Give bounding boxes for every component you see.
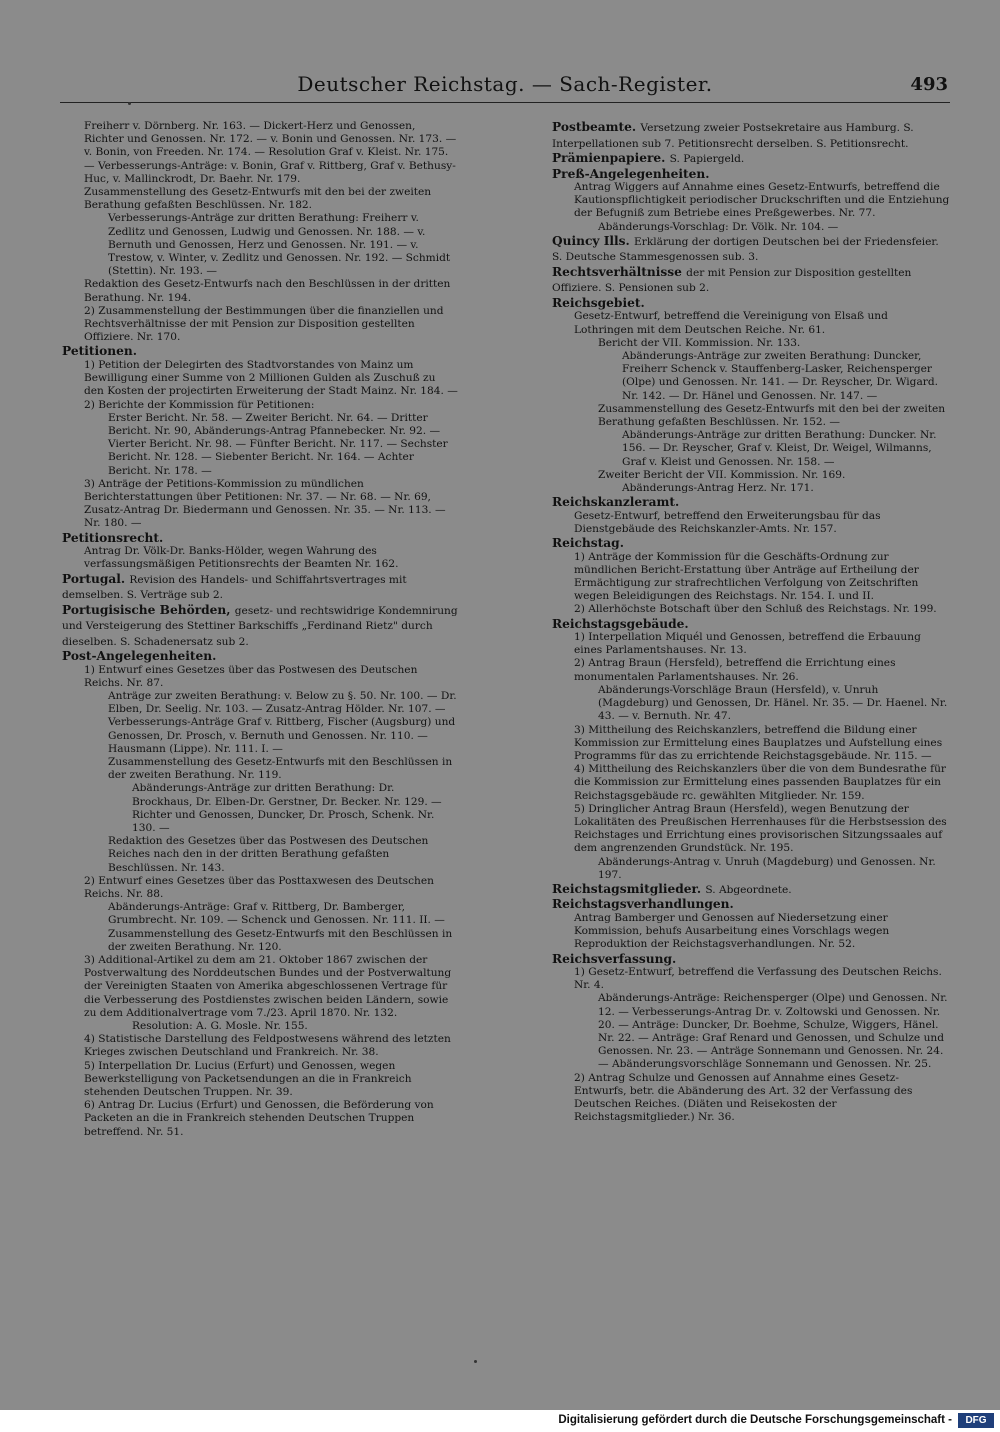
digitization-footer [0,1410,1000,1432]
index-entry: 2) Antrag Braun (Hersfeld), betreffend die Errichtung eines monumentalen Parlamentshauses. Nr. 26. [574,657,896,683]
index-entry: Abänderungs-Anträge: Graf v. Rittberg, Dr. Bamberger, Grumbrecht. Nr. 109. — Schenck und Genossen. Nr. 111. II. — [108,901,445,927]
page-header [60,68,950,103]
footer-credit: Digitalisierung gefördert durch die Deutsche Forschungsgemeinschaft - [558,1414,952,1426]
index-heading-term: Reichstagsgebäude. [552,616,689,631]
index-entry: 5) Interpellation Dr. Lucius (Erfurt) und Genossen, wegen Bewerkstelligung von Packetsendungen an die in Frankreich stehenden Deutschen Truppen. Nr. 39. [84,1059,412,1098]
index-entry: 3) Mittheilung des Reichskanzlers, betreffend die Bildung einer Kommission zur Ermittelung eines Bauplatzes und Aufstellung eines Programms für das zu errichtende Reichstagsgebäude. Nr. 115. — [574,723,943,762]
index-entry: Zusammenstellung des Gesetz-Entwurfs mit den Beschlüssen in der zweiten Berathung. Nr. 119. [108,755,453,782]
index-heading-term: Reichsverfassung. [552,951,677,966]
index-heading [62,344,458,359]
index-entry: Abänderungs-Antrag Herz. Nr. 171. [622,481,814,494]
index-entry: 5) Dringlicher Antrag Braun (Hersfeld), wegen Benutzung der Lokalitäten des Preußischen Herrenhauses für die Herbstsession des Reichstages und Errichtung eines provisorischen Sitzungssaales auf dem angrenzenden Grundstück. Nr. 195. [574,802,947,855]
index-heading-term: Petitionsrecht. [62,530,164,545]
index-heading [552,234,950,265]
index-entry: 1) Anträge der Kommission für die Geschäfts-Ordnung zur mündlichen Bericht-Erstattung über Anträge auf Ertheilung der Ermächtigung zur strafrechtlichen Verfolgung von Zeitschriften wegen Beleidigungen des Reichstags. Nr. 154. I. und II. [574,550,919,603]
index-heading-term: Prämienpapiere. [552,151,666,165]
index-entry: Anträge zur zweiten Berathung: v. Below zu §. 50. Nr. 100. — Dr. Elben, Dr. Seelig. Nr. 103. — Zusatz-Antrag Hölder. Nr. 107. — Verbesserungs-Anträge Graf v. Rittberg, Fischer (Augsburg) und Genossen, Dr. Prosch, v. Bernuth und Genossen. Nr. 110. — Hausmann (Lippe). Nr. 111. I. — [108,689,457,755]
index-heading-term: Reichstagsmitglieder. [552,881,702,896]
index-entry: Abänderungs-Vorschläge Braun (Hersfeld), v. Unruh (Magdeburg) und Genossen, Dr. Hänel. Nr. 35. — Dr. Haenel. Nr. 43. — v. Bernuth. Nr. 47. [598,683,948,723]
index-entry: 1) Entwurf eines Gesetzes über das Postwesen des Deutschen Reichs. Nr. 87. [84,663,418,689]
index-entry: 1) Interpellation Miquél und Genossen, betreffend die Erbauung eines Parlamentshauses. Nr. 13. [574,631,921,657]
index-heading-term: Portugisische Behörden, [62,602,231,617]
index-entry: 1) Petition der Delegirten des Stadtvorstandes von Mainz um Bewilligung einer Summe von 2 Millionen Gulden als Zuschuß zu den Kosten der projectirten Erweiterung der Stadt Mainz. Nr. 184. — [84,358,458,398]
index-heading [552,882,950,898]
index-entry: Redaktion des Gesetzes über das Postwesen des Deutschen Reiches nach den in der dritten Berathung gefaßten Beschlüssen. Nr. 143. [108,835,429,874]
page-title: Deutscher Reichstag. — Sach-Register. [297,72,713,96]
index-entry: Antrag Wiggers auf Annahme eines Gesetz-Entwurfs, betreffend die Kautionspflichtigkeit periodischer Druckschriften und die Entziehung der Befugniß zum Betriebe eines Preßgewerbes. Nr. 77. [574,181,950,220]
scan-speck [128,102,131,105]
index-entry: 2) Allerhöchste Botschaft über den Schluß des Reichstags. Nr. 199. [574,603,937,616]
index-entry: 4) Mittheilung des Reichskanzlers über die von dem Bundesrathe für die Kommission zur Ermittelung eines passenden Bauplatzes für ein Reichstagsgebäude rc. gewählten Mitglieder. Nr. 159. [574,763,946,802]
index-heading-term: Preß-Angelegenheiten. [552,166,710,181]
index-entry: 4) Statistische Darstellung des Feldpostwesens während des letzten Krieges zwischen Deutschland und Frankreich. Nr. 38. [84,1033,451,1059]
index-heading-term: Reichsgebiet. [552,295,645,310]
scan-speck [474,1360,477,1363]
index-heading [552,536,950,551]
left-column [62,120,458,1392]
index-entry: Resolution: A. G. Mosle. Nr. 155. [132,1019,308,1032]
index-entry: 6) Antrag Dr. Lucius (Erfurt) und Genossen, die Beförderung von Packeten an die in Frankreich stehenden Deutschen Truppen betreffend. Nr. 51. [84,1099,434,1138]
index-entry: 2) Antrag Schulze und Genossen auf Annahme eines Gesetz-Entwurfs, betr. die Abänderung des Art. 32 der Verfassung des Deutschen Reiches. (Diäten und Reisekosten der Reichstagsmitglieder.) Nr. 36. [574,1071,913,1124]
index-entry: Verbesserungs-Anträge zur dritten Berathung: Freiherr v. Zedlitz und Genossen, Ludwig und Genossen. Nr. 188. — v. Bernuth und Genossen, Herz und Genossen. Nr. 191. — v. Trestow, v. Winter, v. Zedlitz und Genossen. Nr. 192. — Schmidt (Stettin). Nr. 193. — [108,212,451,278]
index-entry: Bericht der VII. Kommission. Nr. 133. [598,336,801,349]
index-heading [552,952,950,967]
index-heading-term: Post-Angelegenheiten. [62,649,217,663]
index-entry: 2) Berichte der Kommission für Petitionen: [84,398,315,411]
index-entry: 2) Zusammenstellung der Bestimmungen über die finanziellen und Rechtsverhältnisse der mit Pension zur Disposition gestellten Offiziere. Nr. 170. [84,304,444,344]
index-heading [552,296,950,311]
index-heading [62,531,458,546]
index-entry: Gesetz-Entwurf, betreffend den Erweiterungsbau für das Dienstgebäude des Reichskanzler-Amts. Nr. 157. [574,509,881,535]
page-number: 493 [910,74,948,95]
index-heading [552,151,950,167]
dfg-logo-icon: DFG [958,1413,994,1428]
index-heading-term: Petitionen. [62,344,137,359]
index-entry: Erster Bericht. Nr. 58. — Zweiter Bericht. Nr. 64. — Dritter Bericht. Nr. 90, Abänderungs-Antrag Pfannebecker. Nr. 92. — Vierter Bericht. Nr. 98. — Fünfter Bericht. Nr. 117. — Sechster Bericht. Nr. 128. — Siebenter Bericht. Nr. 164. — Achter Bericht. Nr. 178. — [108,411,448,477]
index-entry: Antrag Dr. Völk-Dr. Banks-Hölder, wegen Wahrung des verfassungsmäßigen Petitionsrechts der Beamten Nr. 162. [84,545,399,571]
index-entry: 3) Anträge der Petitions-Kommission zu mündlichen Berichterstattungen über Petitionen: Nr. 37. — Nr. 68. — Nr. 69, Zusatz-Antrag Dr. Biedermann und Genossen. Nr. 35. — Nr. 113. — Nr. 180. — [84,477,446,530]
index-entry: 1) Gesetz-Entwurf, betreffend die Verfassung des Deutschen Reichs. Nr. 4. [574,966,942,992]
index-entry: Abänderungs-Vorschlag: Dr. Völk. Nr. 104. — [598,220,839,233]
index-heading [552,495,950,510]
index-heading-text: Erklärung der dortigen Deutschen bei der Friedensfeier. S. Deutsche Stammesgenossen sub. 3. [552,235,939,264]
index-entry: Abänderungs-Anträge zur zweiten Berathung: Duncker, Freiherr Schenck v. Stauffenberg-Lasker, Reichensperger (Olpe) und Genossen. Nr. 141. — Dr. Reyscher, Dr. Wigard. Nr. 142. — Dr. Hänel und Genossen. Nr. 147. — [622,349,938,402]
index-heading [552,167,950,182]
index-entry: Abänderungs-Anträge zur dritten Berathung: Dr. Brockhaus, Dr. Elben-Dr. Gerstner, Dr. Becker. Nr. 129. — Richter und Genossen, Duncker, Dr. Prosch, Schenk. Nr. 130. — [132,782,442,834]
index-heading-text: S. Abgeordnete. [705,883,792,896]
index-heading-text: Versetzung zweier Postsekretaire aus Hamburg. S. Interpellationen sub 7. Petitionsrecht derselben. S. Petitionsrecht. [552,122,914,150]
index-entry: Zusammenstellung des Gesetz-Entwurfs mit den bei der zweiten Berathung gefaßten Beschlüssen. Nr. 152. — [598,402,946,428]
index-heading-term: Reichskanzleramt. [552,495,680,510]
index-entry: Zusammenstellung des Gesetz-Entwurfs mit den Beschlüssen in der zweiten Berathung. Nr. 120. [108,927,453,953]
index-heading-text: der mit Pension zur Disposition gestellten Offiziere. S. Pensionen sub 2. [552,266,912,295]
index-heading-term: Portugal. [62,571,126,586]
index-heading [552,120,950,151]
column-divider [510,118,511,1388]
index-entry: Abänderungs-Antrag v. Unruh (Magdeburg) und Genossen. Nr. 197. [598,855,936,881]
index-heading [62,572,458,603]
index-entry: Redaktion des Gesetz-Entwurfs nach den Beschlüssen in der dritten Berathung. Nr. 194. [84,278,451,304]
index-heading-term: Quincy Ills. [552,233,630,248]
index-entry: Zusammenstellung des Gesetz-Entwurfs mit den bei der zweiten Berathung gefaßten Beschlüssen. Nr. 182. [84,186,432,212]
index-heading-term: Reichstagsverhandlungen. [552,897,734,912]
index-entry: 3) Additional-Artikel zu dem am 21. Oktober 1867 zwischen der Postverwaltung des Norddeutschen Bundes und der Postverwaltung der Vereinigten Staaten von Amerika abgeschlossenen Vertrage für die Verbesserung des Postdienstes zwischen beiden Ländern, sowie zu dem Additionalvertrage vom 7./23. April 1870. Nr. 132. [84,953,452,1019]
index-heading-term: Rechtsverhältnisse [552,264,682,279]
index-entry: Gesetz-Entwurf, betreffend die Vereinigung von Elsaß und Lothringen mit dem Deutschen Reiche. Nr. 61. [574,310,888,336]
index-entry: Abänderungs-Anträge zur dritten Berathung: Duncker. Nr. 156. — Dr. Reyscher, Graf v. Kleist, Dr. Weigel, Wilmanns, Graf v. Kleist und Genossen. Nr. 158. — [622,429,937,468]
index-heading-text: S. Papiergeld. [669,153,745,165]
index-entry: Zweiter Bericht der VII. Kommission. Nr. 169. [598,468,846,481]
index-entry: Antrag Bamberger und Genossen auf Niedersetzung einer Kommission, behufs Ausarbeitung eines Vorschlags wegen Reproduktion der Reichstagsverhandlungen. Nr. 52. [574,911,890,951]
index-heading-text: gesetz- und rechtswidrige Kondemnirung und Versteigerung des Stettiner Barkschiffs „Ferdinand Rietz" durch dieselben. S. Schadenersatz sub 2. [62,604,458,648]
index-heading-text: Revision des Handels- und Schiffahrtsvertrages mit demselben. S. Verträge sub 2. [62,573,407,601]
index-heading [552,617,950,632]
index-heading-term: Postbeamte. [552,120,637,134]
index-entry: Abänderungs-Anträge: Reichensperger (Olpe) und Genossen. Nr. 12. — Verbesserungs-Antrag Dr. v. Zoltowski und Genossen. Nr. 20. — Anträge: Duncker, Dr. Boehme, Schulze, Wiggers, Hänel. Nr. 22. — Anträge: Graf Renard und Genossen, und Schulze und Genossen. Nr. 23. — Anträge Sonnemann und Genossen. Nr. 24. — Abänderungsvorschläge Sonnemann und Genossen. Nr. 25. [598,992,948,1071]
index-heading [552,265,950,296]
right-column [552,120,950,1392]
index-entry: Freiherr v. Dörnberg. Nr. 163. — Dickert-Herz und Genossen, Richter und Genossen. Nr. 172. — v. Bonin und Genossen. Nr. 173. — v. Bonin, von Freeden. Nr. 174. — Resolution Graf v. Kleist. Nr. 175. — Verbesserungs-Anträge: v. Bonin, Graf v. Rittberg, Graf v. Bethusy-Huc, v. Mallinckrodt, Dr. Baehr. Nr. 179. [84,120,457,185]
index-entry: 2) Entwurf eines Gesetzes über das Posttaxwesen des Deutschen Reichs. Nr. 88. [84,874,434,900]
index-heading-term: Reichstag. [552,536,624,551]
index-heading [552,897,950,912]
index-heading [62,649,458,664]
index-heading [62,603,458,650]
